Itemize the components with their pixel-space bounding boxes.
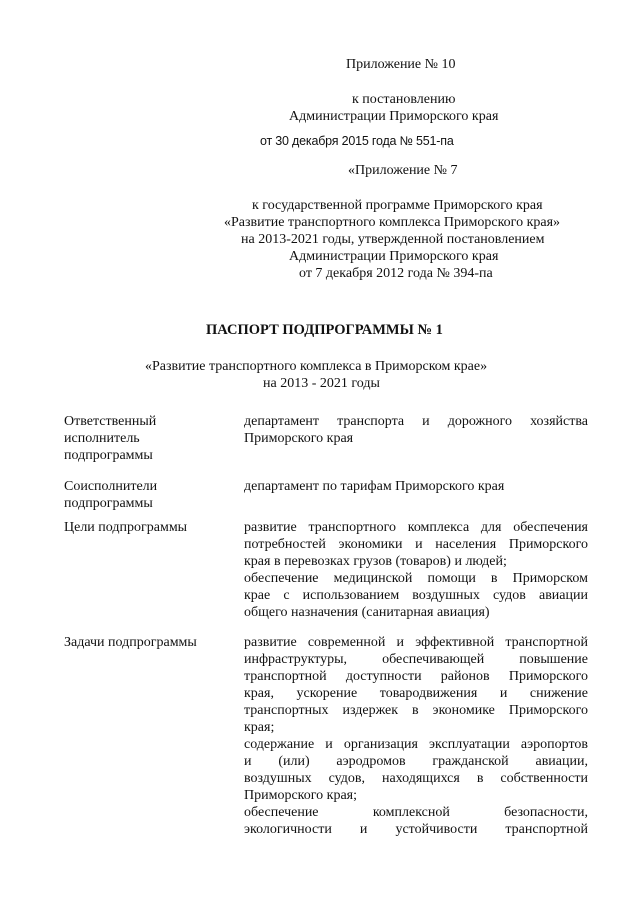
row-value-responsible: департамент транспорта и дорожного хозяйства Приморского края	[244, 414, 588, 446]
resolution-date-stamp: от 30 декабря 2015 года № 551-па	[260, 134, 454, 148]
administration: Администрации Приморского края	[289, 109, 499, 124]
to-resolution: к постановлению	[352, 92, 456, 107]
program-line-5: от 7 декабря 2012 года № 394-па	[299, 266, 493, 281]
previous-appendix: «Приложение № 7	[348, 163, 458, 178]
row-label-coexecutors: Соисполнители подпрограммы	[64, 479, 158, 511]
appendix-number: Приложение № 10	[346, 57, 456, 72]
row-label-tasks: Задачи подпрограммы	[64, 635, 197, 650]
program-line-3: на 2013-2021 годы, утвержденной постановлением	[241, 232, 545, 247]
program-line-4: Администрации Приморского края	[289, 249, 499, 264]
row-value-coexecutors: департамент по тарифам Приморского края	[244, 479, 505, 494]
row-value-tasks: развитие современной и эффективной транспортной инфраструктуры, обеспечивающей повышение транспортной доступности районов Приморского края, ускорение товародвижения и снижение транспортных издержек в экономике Приморского края; содержание и организация эксплуатации аэропортов и (или) аэродромов гражданской авиации, воздушных судов, находящихся в собственности Приморского края; обеспечение комплексной безопасности, экологичности и устойчивости транспортной	[244, 635, 588, 837]
program-line-2: «Развитие транспортного комплекса Приморского края»	[224, 215, 561, 230]
program-line-1: к государственной программе Приморского края	[252, 198, 543, 213]
passport-title: ПАСПОРТ ПОДПРОГРАММЫ № 1	[206, 322, 443, 338]
row-label-responsible: Ответственный исполнитель подпрограммы	[64, 414, 157, 463]
row-value-goals: развитие транспортного комплекса для обеспечения потребностей экономики и населения Приморского края в перевозках грузов (товаров) и людей; обеспечение медицинской помощи в Приморском крае с использованием воздушных судов авиации общего назначения (санитарная авиация)	[244, 520, 588, 620]
subprogram-period: на 2013 - 2021 годы	[263, 376, 380, 391]
row-label-goals: Цели подпрограммы	[64, 520, 188, 535]
subprogram-name: «Развитие транспортного комплекса в Приморском крае»	[145, 359, 488, 374]
